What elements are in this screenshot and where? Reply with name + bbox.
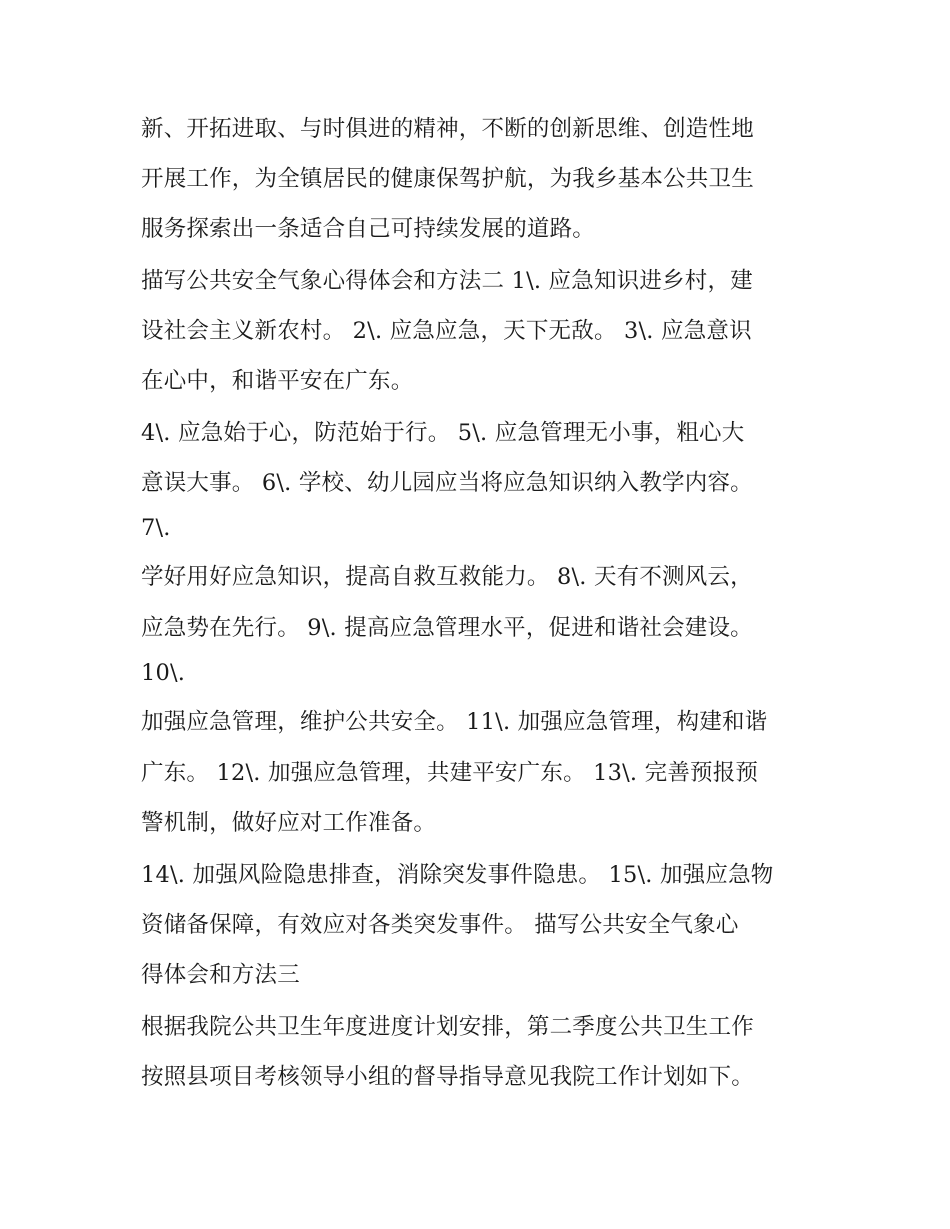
text-line: 在心中，和谐平安在广东。 — [141, 368, 414, 394]
text-line: 按照县项目考核领导小组的督导指导意见我院工作计划如下。 — [141, 1064, 754, 1090]
text-line: 描写公共安全气象心得体会和方法二 1\. 应急知识进乡村，建 — [141, 268, 753, 294]
text-line: 意误大事。 6\. 学校、幼儿园应当将应急知识纳入教学内容。 — [141, 470, 753, 496]
text-line: 加强应急管理，维护公共安全。 11\. 加强应急管理，构建和谐 — [141, 709, 768, 735]
text-line: 新、开拓进取、与时俱进的精神，不断的创新思维、创造性地 — [141, 116, 754, 142]
text-line: 4\. 应急始于心，防范始于行。 5\. 应急管理无小事，粗心大 — [141, 420, 745, 446]
text-line: 得体会和方法三 — [141, 962, 300, 988]
text-line: 7\. — [141, 515, 171, 541]
text-line: 应急势在先行。 9\. 提高应急管理水平，促进和谐社会建设。 — [141, 615, 753, 641]
text-line: 14\. 加强风险隐患排查，消除突发事件隐患。 15\. 加强应急物 — [141, 862, 774, 888]
text-line: 广东。 12\. 加强应急管理，共建平安广东。 13\. 完善预报预 — [141, 760, 759, 786]
text-line: 设社会主义新农村。 2\. 应急应急，天下无敌。 3\. 应急意识 — [141, 318, 752, 344]
text-line: 根据我院公共卫生年度进度计划安排，第二季度公共卫生工作 — [141, 1014, 754, 1040]
text-line: 10\. — [141, 660, 186, 686]
text-line: 服务探索出一条适合自己可持续发展的道路。 — [141, 216, 596, 242]
text-line: 资储备保障，有效应对各类突发事件。 描写公共安全气象心 — [141, 912, 739, 938]
text-line: 学好用好应急知识，提高自救互救能力。 8\. 天有不测风云， — [141, 564, 753, 590]
text-line: 开展工作，为全镇居民的健康保驾护航，为我乡基本公共卫生 — [141, 166, 754, 192]
text-line: 警机制，做好应对工作准备。 — [141, 810, 437, 836]
